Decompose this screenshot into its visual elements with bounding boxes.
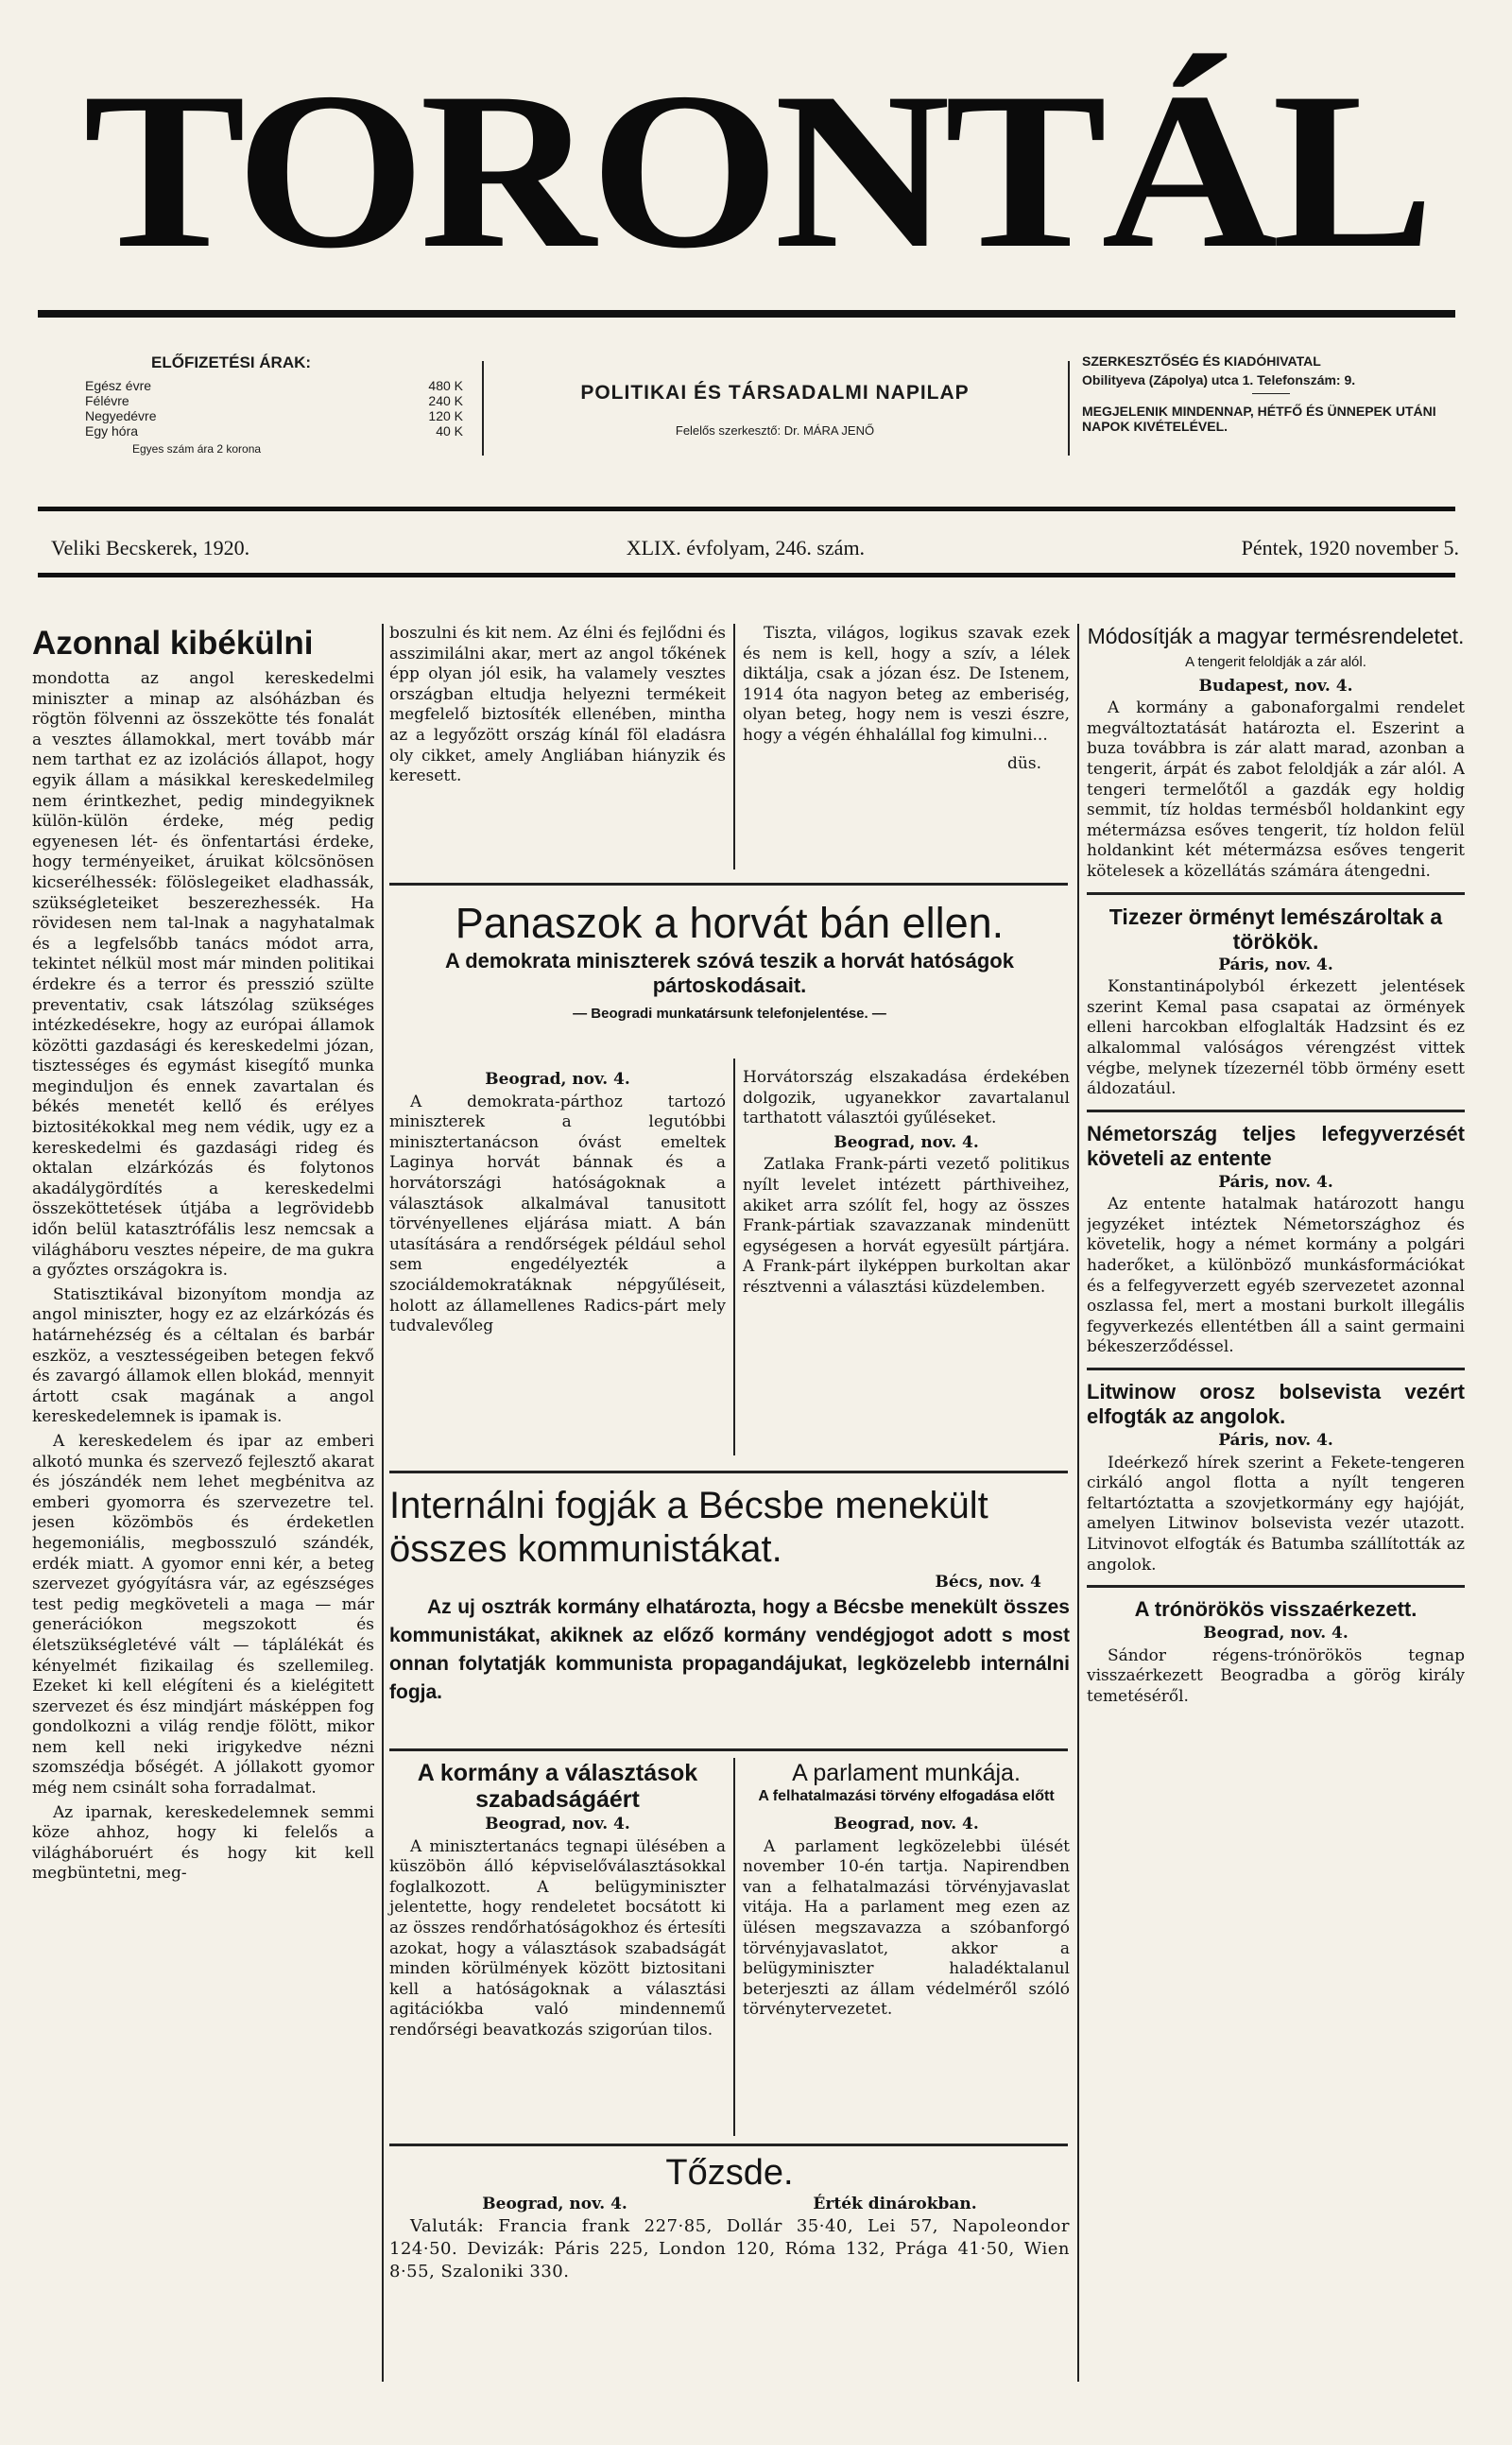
subscription-row: Félévre 240 K [85,393,463,408]
magyar-dateline: Budapest, nov. 4. [1198,676,1353,696]
lead-paragraph: mondotta az angol kereskedelmi miniszter a minap az alsóházban és rögtön fölvenni az összekötte tés fonalát a vesztes államokkal, mert tovább már nem tarthat ez az izolációs állapot, hogy egyik állam a másikkal kereskedelmileg nem érintkezhet, pedig mindegyiknek külön-külön érdeke, még pedig egyenesen lét- és önfentartási érdeke, hogy terményeiket, áruikat kölcsönösen kicserélhessék: fölöslegeiket eladhassák, szükségleteiket beszerezhessék. Ha rövidesen nem tal-lnak a nagyhatalmak és a legfelsőbb tanács módot arra, tekintet nélkül most már minden politikai érdekre és a terror és presszió szülte preventativ, csak látszólag szükséges intézkedésekre, hogy az európai államok közötti gazdasági és kereskedelmi józan, tisztességes és egymást kisegítő munka meginduljon és ennek zavartalan és békés menetét kellő és erélyes biztositékokkal meg nem védik, ugy ez a kereskedelmi és gazdasági rideg és oktalan elzárkózás és folytonos akadálygördítés a kereskedelmi összeköttetések útjába a legrövidebb időn belül katasztrófális lesz nemcsak a világháboru vesztes népeire, de ma gukra a győztes országokra is. [32,669,374,1281]
ormeny-article [1087,904,1465,1100]
ormeny-body: Konstantinápolyból érkezett jelentések szerint Kemal pasa csapatai az örmények elleni harcokban elfoglalták Hadzsint és ez alkalommal valóságos vérengzést vittek végbe, melynek tízezernél több örmény esett áldozatául. [1087,977,1465,1099]
internalni-body: Az uj osztrák kormány elhatározta, hogy a Bécsbe menekült összes kommunistákat, akiknek az előző kormány vendégjogot adott s most onnan folytatják kommunista propagandájukat, legközelebb internálni fogja. [389,1596,1070,1703]
subscription-row: Egy hóra 40 K [85,423,463,439]
magyar-body: A kormány a gabonaforgalmi rendelet megváltoztatását határozta el. Eszerint a buza továbbra is zár alatt marad, azonban a tengerit, árpát és zabot feloldják a zár alól. A tengeri termelőtől a gazdák egy holdig semmit, tíz holdas termésből holdankint egy métermázsa esőves tengerit, tíz holdon felül holdankint két métermázsa esőves tengerit kötelesek a közellátás számára átengedni. [1087,698,1465,881]
lead-paragraph: A kereskedelem és ipar az emberi alkotó munka és szervező fejlesztő akarat és jószándék nem lehet megbénitva az emberi gyomorra és szervezetre tel. jesen közömbös és érdeketlen hegemoniális, megbosszuló szándék, erdék miatt. A gyomor enni kér, a beteg szervezet gyógyításra vár, az egészséges test pedig megköveteli a maga — már generációkon megszokott és életszükségletévé vált — táplálékát és kényelmét fizikailag és szellemileg. Ezeket ki kell elégíteni és a kielégitett szervezet és ész mindjárt másképpen fog gondolkozni a világ rendje fölött, mikor nem kell neki irigykedve nézni szomszédja bőségét. A jóllakott gyomor még nem csinált soha forradalmat. [32,1431,374,1799]
magyar-article [1087,624,1465,883]
ormeny-dateline: Páris, nov. 4. [1218,955,1333,974]
column-rule [733,624,735,870]
paper-subtitle-box [482,382,1068,438]
dateline-place: Veliki Becskerek, 1920. [51,536,250,560]
office-rule [1252,393,1290,394]
tronorokos-dateline: Beograd, nov. 4. [1203,1624,1349,1644]
tozsde-dateline: Beograd, nov. 4. [482,2195,627,2213]
column-rule [733,1758,735,2136]
masthead-rule [38,310,1455,318]
ormeny-headline: Tizezer örményt lemészároltak a törökök. [1108,904,1443,954]
office-address: Obilityeva (Zápolya) utca 1. Telefonszám: 9. [1082,372,1356,387]
publication-note: MEGJELENIK MINDENNAP, HÉTFŐ ÉS ÜNNEPEK UTÁNI NAPOK KIVÉTELÉVEL. [1082,404,1436,434]
litwinow-body: Ideérkező hírek szerint a Fekete-tengeren cirkáló angol flotta a nyílt tengeren feltartóztatta a szovjetkormány egy hajóját, amelyen Litwinov bolsevista vezér utazott. Litvinovot elfogták és Batumba szállították az angolok. [1087,1453,1465,1575]
internalni-dateline: Bécs, nov. 4 [935,1573,1041,1592]
office-box [1082,353,1460,434]
tozsde-headline: Tőzsde. [665,2153,794,2193]
magyar-headline: Módosítják a magyar termésrendeletet. [1087,624,1465,648]
nemet-body: Az entente hatalmak határozott hangu jegyzéket intéztek Németországhoz és követelik, hogy a német kormány a polgári haderőket, a különböző munkásformációkat és a felfegyverzett egyéb szervezetet azonnal oszlassa fel, mert a mostani burkolt illegális fegyverkezés ellentétben áll a saint germaini békeszerződéssel. [1087,1195,1465,1357]
lead-paragraph: Statisztikával bizonyítom mondja az angol miniszter, hogy ez az elzárkózás és határnehézség és a céltalan és barbár eszköz, a vesztességeiben betegen fekvő és zavargó államok ellen blokád, mennyit ártott csak magának a angol kereskedelemnek is ipamak is. [32,1284,374,1427]
office-heading: SZERKESZTŐSÉG ÉS KIADÓHIVATAL [1082,353,1321,369]
tronorokos-article [1087,1597,1465,1707]
section-rule [389,883,1068,886]
parlament-dateline: Beograd, nov. 4. [833,1815,979,1834]
info-row [66,353,1446,486]
dateline-date: Péntek, 1920 november 5. [1241,536,1459,560]
column-rule [1077,624,1079,2382]
horvat-paragraph: Horvátország elszakadása érdekében dolgozik, ugyanekkor zavartalanul tarthatott választói gyűléseket. [743,1068,1070,1128]
nemet-dateline: Páris, nov. 4. [1218,1172,1333,1192]
section-rule [389,1471,1068,1473]
section-rule [1087,892,1465,895]
nemet-headline: Németország teljes lefegyverzését követeli az entente [1087,1121,1465,1170]
nemet-article [1087,1122,1465,1358]
horvat-article [389,1068,726,1341]
tozsde-meta [389,2195,1070,2215]
section-rule [1087,1110,1465,1112]
internalni-article [389,1484,1070,1707]
section-rule [1087,1368,1465,1370]
column-rule [382,624,384,2382]
dateline-row [51,529,1459,567]
subscription-heading: ELŐFIZETÉSI ÁRAK: [151,353,312,371]
litwinow-article [1087,1380,1465,1575]
section-rule [389,1748,1068,1751]
horvat-source: — Beogradi munkatársunk telefonjelentése. — [573,1006,886,1022]
tozsde-article [389,2151,1070,2287]
horvat-paragraph: A demokrata-párthoz tartozó miniszterek a legutóbbi minisztertanácson óvást emeltek Laginya horvát bánnak és a horvátországi hatóságoknak a választások alkalmával tanusitott törvényellenes eljárása miatt. A bán utasítására a rendőrségek például sehol sem engedélyezték a szociáldemokratáknak népgyűléseit, holott az államellenes Radics-párt mely tudvalevőleg [389,1092,726,1336]
internalni-headline: Internálni fogják a Bécsbe menekült összes kommunistákat. [389,1485,988,1570]
lead-paragraph: Tiszta, világos, logikus szavak ezek és nem is kell, hogy a szív, a lélek diktálja, csak a józan ész. De Istenem, 1914 óta nagyon beteg az emberiség, olyan beteg, hogy nem is veszi észre, hogy a végén éhhalállal fog kimulni... [743,624,1070,745]
horvat-dateline: Beograd, nov. 4. [833,1132,979,1152]
right-column [1087,624,1465,2401]
parlament-body: A parlament legközelebbi ülését november 10-én tartja. Napirendben van a felhatalmazási törvényjavaslat vitája. Ha a parlament meg ezen az ülésen megszavazza a szóbanforgó törvényjavaslatot, akkor a belügyminiszter haladéktalanul beterjeszti az állam védelméről szóló törvénytervezetet. [743,1836,1070,2020]
horvat-article [743,1068,1070,1302]
valasztasok-headline: A kormány a választások szabadságáért [417,1760,698,1813]
lead-signature: düs. [1007,753,1041,773]
tronorokos-body: Sándor régens-trónörökös tegnap visszaérkezett Beogradba a görög király temetéséről. [1087,1645,1465,1706]
section-rule [1087,1585,1465,1588]
parlament-article [743,1760,1070,2024]
column-rule [733,1059,735,1455]
info-rule [38,507,1455,511]
valasztasok-dateline: Beograd, nov. 4. [485,1815,630,1834]
section-rule [389,2144,1068,2146]
subscription-row: Negyedévre 120 K [85,408,463,423]
tronorokos-headline: A trónörökös visszaérkezett. [1134,1597,1418,1622]
horvat-headline: Panaszok a horvát bán ellen. [455,899,1005,947]
info-divider [1068,361,1070,456]
parlament-subheadline: A felhatalmazási törvény elfogadása előtt [758,1788,1055,1804]
valasztasok-article [389,1760,726,2045]
magyar-subheadline: A tengerit feloldják a zár alól. [1185,654,1366,670]
litwinow-dateline: Páris, nov. 4. [1218,1431,1333,1451]
horvat-paragraph: Zatlaka Frank-párti vezető politikus nyílt levelet intézett párthiveihez, akiket arra szólít fel, hogy az összes Frank-pártiak szavazzanak mindenütt egységesen a horvát egyesült pártjára. A Frank-párt ilyképpen burkoltan akar résztvenni a választási küzdelemben. [743,1155,1070,1297]
lead-paragraph: boszulni és kit nem. Az élni és fejlődni és asszimilálni akar, mert az angol tőkének épp olyan jól esik, ha valamely vesztes országban eltudja helyezni termékeit megfelelő biztosíték ellenében, mintha az a legyőzött ország kínál föl eladásra oly cikket, amely Angliában hiányzik és keresett. [389,624,726,786]
horvat-subheadline: A demokrata miniszterek szóvá teszik a horvát hatóságok pártoskodásait. [445,949,1014,997]
parlament-headline: A parlament munkája. [792,1760,1021,1786]
subscription-row: Egész évre 480 K [85,378,463,393]
paper-subtitle: POLITIKAI ÉS TÁRSADALMI NAPILAP [580,382,970,404]
tozsde-body: Valuták: Francia frank 227·85, Dollár 35·40, Lei 57, Napoleondor 124·50. Devizák: Páris 225, London 120, Róma 132, Prága 41·50, Wien 8·55, Szaloniki 330. [389,2215,1070,2281]
valasztasok-body: A minisztertanács tegnapi ülésében a küszöbön álló képviselőválasztásokkal foglalkozott. A belügyminiszter jelentette, hogy rendeletet bocsátott ki az összes rendőrhatóságokhoz és értesíti azokat, hogy a választások szabadságát minden körülmények között biztositani kell a hatóságoknak a választási agitációkba való mindennemű rendőrségi beavatkozás szigorúan tilos. [389,1836,726,2040]
lead-paragraph: Az iparnak, kereskedelemnek semmi köze ahhoz, hogy ki felelős a világháboruért és hogy kit kell megbüntetni, meg- [32,1802,374,1884]
editor-line: Felelős szerkesztő: Dr. MÁRA JENŐ [675,423,875,438]
lead-headline: Azonnal kibékülni [32,625,314,662]
subscription-box [85,353,463,456]
lead-continuation [743,624,1070,774]
dateline-rule [38,573,1455,577]
single-issue-price: Egyes szám ára 2 korona [132,442,262,456]
horvat-dateline: Beograd, nov. 4. [485,1070,630,1089]
masthead-title: TORONTÁL [83,45,1429,295]
masthead [38,45,1474,295]
lead-continuation [389,624,726,791]
lead-article [32,624,374,2382]
horvat-header [382,898,1077,1022]
litwinow-headline: Litwinow orosz bolsevista vezért elfogták az angolok. [1087,1380,1465,1429]
dateline-issue: XLIX. évfolyam, 246. szám. [626,536,866,560]
tozsde-note: Érték dinárokban. [813,2195,977,2213]
